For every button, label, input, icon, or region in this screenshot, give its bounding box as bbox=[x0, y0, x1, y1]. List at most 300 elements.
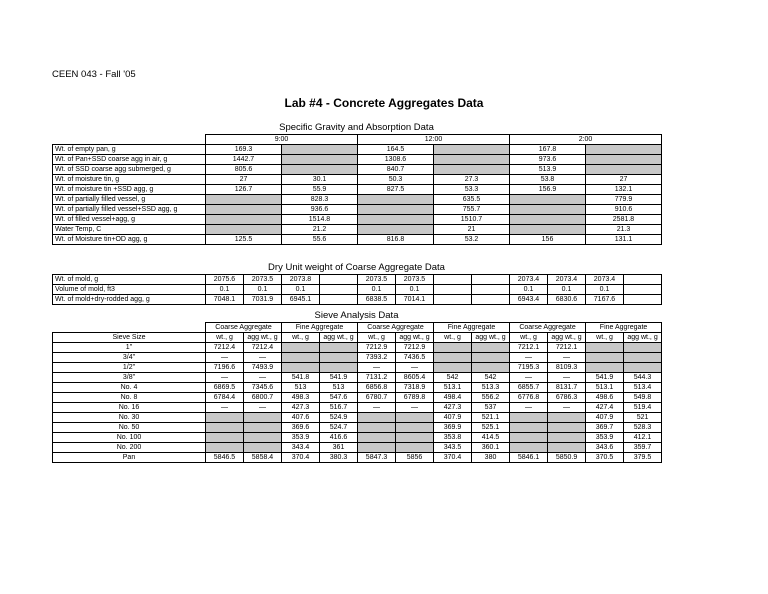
shaded-cell bbox=[624, 363, 662, 373]
row-label: Wt. of partially filled vessel+SSD agg, g bbox=[53, 205, 206, 215]
row-label: No. 200 bbox=[53, 443, 206, 453]
time-header-row bbox=[53, 135, 662, 145]
subheader: wt., g bbox=[434, 333, 472, 343]
shaded-cell bbox=[358, 423, 396, 433]
data-cell: 541.8 bbox=[282, 373, 320, 383]
data-cell: 805.6 bbox=[206, 165, 282, 175]
data-cell: 359.7 bbox=[624, 443, 662, 453]
row-label: Wt. of filled vessel+agg, g bbox=[53, 215, 206, 225]
data-cell: — bbox=[510, 403, 548, 413]
shaded-cell bbox=[434, 155, 510, 165]
group-header: Fine Aggregate bbox=[282, 323, 358, 333]
data-cell: 7048.1 bbox=[206, 295, 244, 305]
shaded-cell bbox=[282, 145, 358, 155]
shaded-cell bbox=[358, 225, 434, 235]
subheader: agg wt., g bbox=[320, 333, 358, 343]
data-cell: 7212.4 bbox=[206, 343, 244, 353]
data-cell: 7212.1 bbox=[548, 343, 586, 353]
data-cell: 131.1 bbox=[586, 235, 662, 245]
shaded-cell bbox=[510, 225, 586, 235]
data-cell: 5846.1 bbox=[510, 453, 548, 463]
data-cell: — bbox=[548, 373, 586, 383]
data-cell: 370.5 bbox=[586, 453, 624, 463]
shaded-cell bbox=[206, 413, 244, 423]
row-label: No. 8 bbox=[53, 393, 206, 403]
data-cell: 6838.5 bbox=[358, 295, 396, 305]
shaded-cell bbox=[206, 215, 282, 225]
shaded-cell bbox=[586, 165, 662, 175]
data-cell: 379.5 bbox=[624, 453, 662, 463]
shaded-cell bbox=[244, 423, 282, 433]
data-cell: 360.1 bbox=[472, 443, 510, 453]
data-cell: 1514.8 bbox=[282, 215, 358, 225]
subheader: agg wt., g bbox=[472, 333, 510, 343]
group-header: Coarse Aggregate bbox=[358, 323, 434, 333]
data-cell: 412.1 bbox=[624, 433, 662, 443]
data-cell: 0.1 bbox=[358, 285, 396, 295]
shaded-cell bbox=[548, 423, 586, 433]
shaded-cell bbox=[510, 433, 548, 443]
data-cell: 1510.7 bbox=[434, 215, 510, 225]
shaded-cell bbox=[548, 433, 586, 443]
row-label: 3/4" bbox=[53, 353, 206, 363]
data-cell: — bbox=[244, 373, 282, 383]
data-cell: 7167.6 bbox=[586, 295, 624, 305]
data-cell: 126.7 bbox=[206, 185, 282, 195]
data-cell: 513.9 bbox=[510, 165, 586, 175]
data-cell: 525.1 bbox=[472, 423, 510, 433]
data-cell: 6855.7 bbox=[510, 383, 548, 393]
data-cell: 53.2 bbox=[434, 235, 510, 245]
sg-row bbox=[53, 175, 662, 185]
sieve-row bbox=[53, 343, 662, 353]
shaded-cell bbox=[244, 443, 282, 453]
data-cell: — bbox=[548, 353, 586, 363]
sieve-title: Sieve Analysis Data bbox=[314, 310, 399, 321]
row-label: Wt. of mold, g bbox=[53, 275, 206, 285]
data-cell: — bbox=[244, 403, 282, 413]
data-cell: 21.2 bbox=[282, 225, 358, 235]
data-cell: 519.4 bbox=[624, 403, 662, 413]
data-cell: 343.4 bbox=[282, 443, 320, 453]
row-label: No. 4 bbox=[53, 383, 206, 393]
shaded-cell bbox=[510, 423, 548, 433]
shaded-cell bbox=[358, 413, 396, 423]
data-cell: 414.5 bbox=[472, 433, 510, 443]
group-header: Fine Aggregate bbox=[434, 323, 510, 333]
data-cell: 0.1 bbox=[396, 285, 434, 295]
subheader-row bbox=[53, 333, 662, 343]
data-cell: 55.6 bbox=[282, 235, 358, 245]
data-cell: 541.9 bbox=[320, 373, 358, 383]
blank-cell bbox=[53, 323, 206, 333]
shaded-cell bbox=[358, 443, 396, 453]
sg-row bbox=[53, 205, 662, 215]
row-label: Wt. of mold+dry-rodded agg, g bbox=[53, 295, 206, 305]
data-cell: 0.1 bbox=[586, 285, 624, 295]
data-cell: 407.6 bbox=[282, 413, 320, 423]
row-label: No. 100 bbox=[53, 433, 206, 443]
data-cell: — bbox=[510, 353, 548, 363]
sieve-row bbox=[53, 363, 662, 373]
data-cell: 7212.1 bbox=[510, 343, 548, 353]
data-cell: 513.4 bbox=[624, 383, 662, 393]
shaded-cell bbox=[472, 363, 510, 373]
shaded-cell bbox=[358, 205, 434, 215]
time-header: 2:00 bbox=[510, 135, 662, 145]
uw-row bbox=[53, 295, 662, 305]
shaded-cell bbox=[358, 215, 434, 225]
data-cell: 0.1 bbox=[244, 285, 282, 295]
data-cell: — bbox=[510, 373, 548, 383]
sieve-table bbox=[52, 322, 662, 463]
empty-cell bbox=[434, 285, 472, 295]
subheader: agg wt., g bbox=[244, 333, 282, 343]
row-label: 3/8" bbox=[53, 373, 206, 383]
data-cell: 0.1 bbox=[548, 285, 586, 295]
data-cell: 27.3 bbox=[434, 175, 510, 185]
data-cell: 544.3 bbox=[624, 373, 662, 383]
shaded-cell bbox=[510, 205, 586, 215]
sieve-row bbox=[53, 453, 662, 463]
specific-gravity-title: Specific Gravity and Absorption Data bbox=[279, 122, 434, 133]
data-cell: 2073.8 bbox=[282, 275, 320, 285]
sieve-row bbox=[53, 423, 662, 433]
sg-row bbox=[53, 225, 662, 235]
data-cell: 840.7 bbox=[358, 165, 434, 175]
shaded-cell bbox=[206, 443, 244, 453]
data-cell: 27 bbox=[206, 175, 282, 185]
data-cell: 542 bbox=[472, 373, 510, 383]
shaded-cell bbox=[282, 353, 320, 363]
data-cell: 370.4 bbox=[282, 453, 320, 463]
shaded-cell bbox=[396, 413, 434, 423]
sg-row bbox=[53, 195, 662, 205]
data-cell: 541.9 bbox=[586, 373, 624, 383]
shaded-cell bbox=[624, 353, 662, 363]
empty-cell bbox=[320, 285, 358, 295]
data-cell: 343.6 bbox=[586, 443, 624, 453]
group-header-row bbox=[53, 323, 662, 333]
shaded-cell bbox=[548, 443, 586, 453]
data-cell: 1308.6 bbox=[358, 155, 434, 165]
data-cell: 513.1 bbox=[586, 383, 624, 393]
shaded-cell bbox=[206, 433, 244, 443]
data-cell: 6856.8 bbox=[358, 383, 396, 393]
data-cell: 416.6 bbox=[320, 433, 358, 443]
row-label: No. 30 bbox=[53, 413, 206, 423]
data-cell: 2075.6 bbox=[206, 275, 244, 285]
data-cell: 5847.3 bbox=[358, 453, 396, 463]
data-cell: 513.3 bbox=[472, 383, 510, 393]
data-cell: 5856 bbox=[396, 453, 434, 463]
data-cell: 53.3 bbox=[434, 185, 510, 195]
data-cell: 167.8 bbox=[510, 145, 586, 155]
data-cell: 7212.9 bbox=[358, 343, 396, 353]
data-cell: 53.8 bbox=[510, 175, 586, 185]
subheader: wt., g bbox=[586, 333, 624, 343]
data-cell: 353.9 bbox=[282, 433, 320, 443]
data-cell: 343.5 bbox=[434, 443, 472, 453]
empty-cell bbox=[472, 295, 510, 305]
row-label: 1/2" bbox=[53, 363, 206, 373]
data-cell: 2073.5 bbox=[358, 275, 396, 285]
empty-cell bbox=[434, 295, 472, 305]
data-cell: 7212.4 bbox=[244, 343, 282, 353]
shaded-cell bbox=[434, 353, 472, 363]
data-cell: 6869.5 bbox=[206, 383, 244, 393]
data-cell: — bbox=[396, 363, 434, 373]
data-cell: 537 bbox=[472, 403, 510, 413]
row-label: Pan bbox=[53, 453, 206, 463]
sieve-section bbox=[52, 310, 661, 463]
data-cell: 361 bbox=[320, 443, 358, 453]
data-cell: 27 bbox=[586, 175, 662, 185]
data-cell: 55.9 bbox=[282, 185, 358, 195]
shaded-cell bbox=[510, 215, 586, 225]
data-cell: 0.1 bbox=[510, 285, 548, 295]
shaded-cell bbox=[586, 363, 624, 373]
data-cell: 2073.5 bbox=[396, 275, 434, 285]
group-header: Coarse Aggregate bbox=[206, 323, 282, 333]
time-header: 12:00 bbox=[358, 135, 510, 145]
data-cell: 369.9 bbox=[434, 423, 472, 433]
data-cell: 7131.2 bbox=[358, 373, 396, 383]
data-cell: 513 bbox=[282, 383, 320, 393]
subheader: agg wt., g bbox=[396, 333, 434, 343]
shaded-cell bbox=[320, 343, 358, 353]
shaded-cell bbox=[586, 353, 624, 363]
data-cell: 6800.7 bbox=[244, 393, 282, 403]
data-cell: 6784.4 bbox=[206, 393, 244, 403]
row-label: Wt. of SSD coarse agg submerged, g bbox=[53, 165, 206, 175]
shaded-cell bbox=[586, 145, 662, 155]
sg-row bbox=[53, 235, 662, 245]
data-cell: 542 bbox=[434, 373, 472, 383]
empty-cell bbox=[472, 275, 510, 285]
data-cell: 6943.4 bbox=[510, 295, 548, 305]
subheader: agg wt., g bbox=[548, 333, 586, 343]
data-cell: 549.8 bbox=[624, 393, 662, 403]
data-cell: 7014.1 bbox=[396, 295, 434, 305]
data-cell: 6786.3 bbox=[548, 393, 586, 403]
data-cell: 7393.2 bbox=[358, 353, 396, 363]
data-cell: 7196.6 bbox=[206, 363, 244, 373]
data-cell: — bbox=[548, 403, 586, 413]
data-cell: 524.7 bbox=[320, 423, 358, 433]
data-cell: 7318.9 bbox=[396, 383, 434, 393]
data-cell: — bbox=[206, 353, 244, 363]
data-cell: 369.7 bbox=[586, 423, 624, 433]
shaded-cell bbox=[244, 433, 282, 443]
shaded-cell bbox=[358, 195, 434, 205]
data-cell: 910.6 bbox=[586, 205, 662, 215]
uw-row bbox=[53, 275, 662, 285]
data-cell: 547.6 bbox=[320, 393, 358, 403]
data-cell: 521.1 bbox=[472, 413, 510, 423]
data-cell: 407.9 bbox=[586, 413, 624, 423]
data-cell: 132.1 bbox=[586, 185, 662, 195]
data-cell: 169.3 bbox=[206, 145, 282, 155]
sieve-row bbox=[53, 393, 662, 403]
data-cell: 528.3 bbox=[624, 423, 662, 433]
row-label: No. 50 bbox=[53, 423, 206, 433]
data-cell: 2073.5 bbox=[244, 275, 282, 285]
data-cell: 5858.4 bbox=[244, 453, 282, 463]
row-label: Wt. of moisture tin +SSD agg, g bbox=[53, 185, 206, 195]
data-cell: 7493.9 bbox=[244, 363, 282, 373]
group-header: Fine Aggregate bbox=[586, 323, 662, 333]
shaded-cell bbox=[206, 225, 282, 235]
shaded-cell bbox=[320, 363, 358, 373]
data-cell: 7345.6 bbox=[244, 383, 282, 393]
specific-gravity-section bbox=[52, 122, 661, 245]
shaded-cell bbox=[510, 413, 548, 423]
data-cell: 21.3 bbox=[586, 225, 662, 235]
data-cell: 6776.8 bbox=[510, 393, 548, 403]
data-cell: 7436.5 bbox=[396, 353, 434, 363]
data-cell: 827.5 bbox=[358, 185, 434, 195]
data-cell: 353.9 bbox=[586, 433, 624, 443]
data-cell: 2073.4 bbox=[586, 275, 624, 285]
data-cell: 0.1 bbox=[282, 285, 320, 295]
unit-weight-table bbox=[52, 274, 662, 305]
shaded-cell bbox=[206, 205, 282, 215]
row-label: Wt. of empty pan, g bbox=[53, 145, 206, 155]
shaded-cell bbox=[282, 155, 358, 165]
shaded-cell bbox=[510, 443, 548, 453]
shaded-cell bbox=[396, 423, 434, 433]
sieve-row bbox=[53, 413, 662, 423]
row-label: Wt. of moisture tin, g bbox=[53, 175, 206, 185]
page-title: Lab #4 - Concrete Aggregates Data bbox=[284, 96, 484, 110]
shaded-cell bbox=[548, 413, 586, 423]
row-label: No. 16 bbox=[53, 403, 206, 413]
data-cell: 1442.7 bbox=[206, 155, 282, 165]
data-cell: 125.5 bbox=[206, 235, 282, 245]
data-cell: 498.3 bbox=[282, 393, 320, 403]
data-cell: 156.9 bbox=[510, 185, 586, 195]
data-cell: 7212.9 bbox=[396, 343, 434, 353]
sieve-row bbox=[53, 403, 662, 413]
data-cell: 30.1 bbox=[282, 175, 358, 185]
shaded-cell bbox=[586, 155, 662, 165]
row-label: Wt. of partially filled vessel, g bbox=[53, 195, 206, 205]
group-header: Coarse Aggregate bbox=[510, 323, 586, 333]
shaded-cell bbox=[244, 413, 282, 423]
empty-cell bbox=[320, 295, 358, 305]
shaded-cell bbox=[282, 165, 358, 175]
data-cell: — bbox=[206, 403, 244, 413]
row-label: Volume of mold, ft3 bbox=[53, 285, 206, 295]
data-cell: 427.4 bbox=[586, 403, 624, 413]
shaded-cell bbox=[472, 353, 510, 363]
course-header: CEEN 043 - Fall '05 bbox=[52, 69, 136, 80]
data-cell: 5850.9 bbox=[548, 453, 586, 463]
shaded-cell bbox=[320, 353, 358, 363]
shaded-cell bbox=[586, 343, 624, 353]
data-cell: 521 bbox=[624, 413, 662, 423]
uw-row bbox=[53, 285, 662, 295]
data-cell: — bbox=[244, 353, 282, 363]
shaded-cell bbox=[434, 165, 510, 175]
data-cell: — bbox=[206, 373, 244, 383]
data-cell: 156 bbox=[510, 235, 586, 245]
shaded-cell bbox=[282, 363, 320, 373]
empty-cell bbox=[624, 285, 662, 295]
data-cell: 498.6 bbox=[586, 393, 624, 403]
data-cell: — bbox=[358, 363, 396, 373]
unit-weight-title: Dry Unit weight of Coarse Aggregate Data bbox=[268, 262, 445, 273]
data-cell: 5846.5 bbox=[206, 453, 244, 463]
data-cell: 8605.4 bbox=[396, 373, 434, 383]
data-cell: 755.7 bbox=[434, 205, 510, 215]
specific-gravity-table bbox=[52, 134, 662, 245]
empty-cell bbox=[434, 275, 472, 285]
empty-cell bbox=[320, 275, 358, 285]
data-cell: 8131.7 bbox=[548, 383, 586, 393]
subheader: wt., g bbox=[358, 333, 396, 343]
data-cell: 973.6 bbox=[510, 155, 586, 165]
shaded-cell bbox=[206, 423, 244, 433]
row-label: Wt. of Moisture tin+OD agg, g bbox=[53, 235, 206, 245]
unit-weight-section bbox=[52, 262, 661, 305]
empty-cell bbox=[624, 275, 662, 285]
data-cell: 50.3 bbox=[358, 175, 434, 185]
row-label: Wt. of Pan+SSD coarse agg in air, g bbox=[53, 155, 206, 165]
blank-cell bbox=[53, 135, 206, 145]
shaded-cell bbox=[510, 195, 586, 205]
sieve-row bbox=[53, 353, 662, 363]
data-cell: 6789.8 bbox=[396, 393, 434, 403]
data-cell: 380 bbox=[472, 453, 510, 463]
shaded-cell bbox=[434, 145, 510, 155]
data-cell: 8109.3 bbox=[548, 363, 586, 373]
subheader: wt., g bbox=[282, 333, 320, 343]
data-cell: 828.3 bbox=[282, 195, 358, 205]
data-cell: 516.7 bbox=[320, 403, 358, 413]
data-cell: 380.3 bbox=[320, 453, 358, 463]
data-cell: 2581.8 bbox=[586, 215, 662, 225]
sg-row bbox=[53, 185, 662, 195]
data-cell: — bbox=[358, 403, 396, 413]
data-cell: 513 bbox=[320, 383, 358, 393]
data-cell: 936.6 bbox=[282, 205, 358, 215]
shaded-cell bbox=[472, 343, 510, 353]
subheader: wt., g bbox=[510, 333, 548, 343]
subheader: agg wt., g bbox=[624, 333, 662, 343]
shaded-cell bbox=[358, 433, 396, 443]
sieve-row bbox=[53, 433, 662, 443]
data-cell: 6780.7 bbox=[358, 393, 396, 403]
data-cell: 2073.4 bbox=[510, 275, 548, 285]
shaded-cell bbox=[434, 363, 472, 373]
data-cell: 816.8 bbox=[358, 235, 434, 245]
row-label: 1" bbox=[53, 343, 206, 353]
data-cell: 0.1 bbox=[206, 285, 244, 295]
data-cell: 369.6 bbox=[282, 423, 320, 433]
data-cell: 556.2 bbox=[472, 393, 510, 403]
data-cell: 524.9 bbox=[320, 413, 358, 423]
data-cell: 6945.1 bbox=[282, 295, 320, 305]
data-cell: — bbox=[396, 403, 434, 413]
sg-row bbox=[53, 165, 662, 175]
data-cell: 21 bbox=[434, 225, 510, 235]
data-cell: 370.4 bbox=[434, 453, 472, 463]
data-cell: 498.4 bbox=[434, 393, 472, 403]
sieve-row bbox=[53, 373, 662, 383]
data-cell: 7031.9 bbox=[244, 295, 282, 305]
